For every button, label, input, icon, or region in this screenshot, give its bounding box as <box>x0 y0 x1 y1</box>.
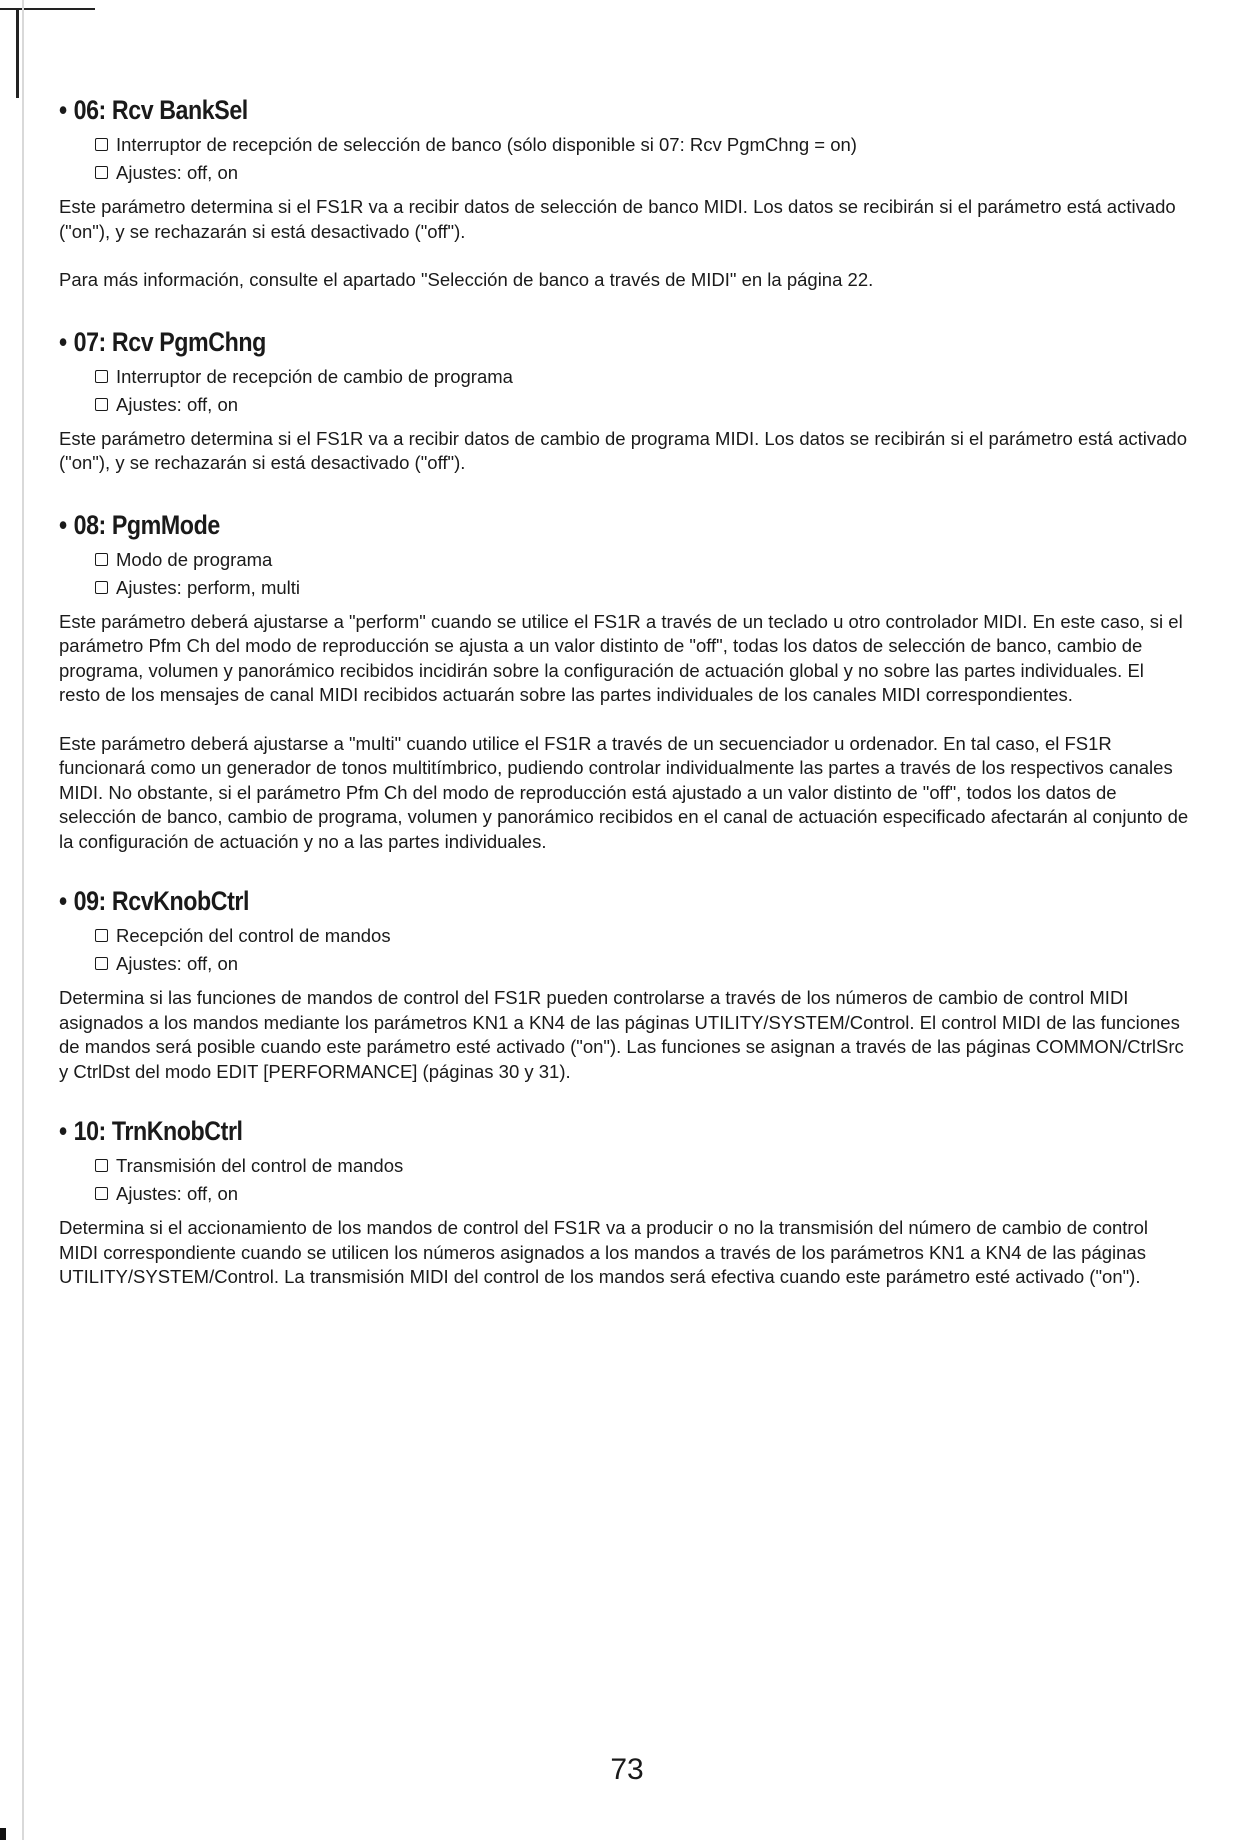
section-06-rcv-banksel <box>59 93 1189 293</box>
paragraph: Determina si las funciones de mandos de control del FS1R pueden controlarse a través de los números de cambio de control MIDI asignados a los mandos mediante los parámetros KN1 a KN4 de las páginas UTILITY/SYSTEM/Control. El control MIDI de las funciones de mandos será posible cuando este parámetro esté activado ("on"). Las funciones se asignan a través de las páginas COMMON/CtrlSrc y CtrlDst del modo EDIT [PERFORMANCE] (páginas 30 y 31). <box>59 987 1184 1082</box>
checkbox-icon <box>95 1187 108 1200</box>
checkbox-item <box>95 363 1189 391</box>
heading-text: 10: TrnKnobCtrl <box>73 1116 243 1146</box>
checkbox-item <box>95 159 1189 187</box>
paragraph: Para más información, consulte el apartado "Selección de banco a través de MIDI" en la página 22. <box>59 269 874 290</box>
item-text: Ajustes: off, on <box>116 393 239 415</box>
section-08-pgmmode <box>59 508 1189 855</box>
item-text: Ajustes: perform, multi <box>116 576 301 598</box>
checkbox-icon <box>95 1159 108 1172</box>
paragraph: Este parámetro deberá ajustarse a "multi" cuando utilice el FS1R a través de un secuenciador u ordenador. En tal caso, el FS1R funcionará como un generador de tonos multitímbrico, pudiendo controlar individualmente las partes a través de los respectivos canales MIDI. No obstante, si el parámetro Pfm Ch del modo de reproducción está ajustado a un valor distinto de "off", todos los datos de selección de banco, cambio de programa, volumen y panorámico recibidos en el canal de actuación especificado afectarán al conjunto de la configuración de actuación y no a las partes individuales. <box>59 732 1189 852</box>
item-text: Ajustes: off, on <box>116 1183 239 1204</box>
section-heading <box>59 884 1031 918</box>
item-text: Ajustes: off, on <box>116 162 239 183</box>
section-07-rcv-pgmchng <box>59 325 1189 476</box>
checkbox-icon <box>95 581 108 594</box>
heading-text: 06: Rcv BankSel <box>73 95 248 125</box>
item-text: Interruptor de recepción de selección de banco (sólo disponible si 07: Rcv PgmChng = on) <box>116 134 857 155</box>
checkbox-item <box>95 574 1189 602</box>
checkbox-item <box>95 1152 1189 1180</box>
page-number-text: 73 <box>610 1753 644 1786</box>
binding-edge <box>22 0 24 1840</box>
paragraph: Este parámetro deberá ajustarse a "perform" cuando se utilice el FS1R a través de un teclado u otro controlador MIDI. En este caso, si el parámetro Pfm Ch del modo de reproducción se ajusta a un valor distinto de "off", todas los datos de selección de banco, cambio de programa, volumen y panorámico recibidos incidirán sobre la configuración de actuación global y no sobre las partes individuales. El resto de los mensajes de canal MIDI recibidos actuarán sobre las partes individuales de los canales MIDI correspondientes. <box>59 610 1183 705</box>
item-text: Recepción del control de mandos <box>116 925 391 946</box>
checkbox-icon <box>95 370 108 383</box>
item-text: Ajustes: off, on <box>116 953 239 974</box>
crop-mark <box>16 8 19 98</box>
section-09-rcvknobctrl <box>59 884 1189 1084</box>
item-text: Modo de programa <box>116 548 273 570</box>
checkbox-item <box>95 1180 1189 1208</box>
section-heading <box>59 1114 1031 1148</box>
page-content <box>59 93 1189 1290</box>
item-text: Interruptor de recepción de cambio de programa <box>116 365 513 387</box>
page-number <box>0 1752 1254 1788</box>
bullet-icon: • <box>59 95 67 125</box>
checkbox-item <box>95 950 1189 978</box>
checkbox-item <box>95 391 1189 419</box>
checkbox-icon <box>95 166 108 179</box>
checkbox-item <box>95 546 1189 574</box>
checkbox-icon <box>95 398 108 411</box>
checkbox-icon <box>95 929 108 942</box>
bullet-icon: • <box>59 326 67 357</box>
heading-text: 08: PgmMode <box>73 509 220 540</box>
section-heading <box>59 325 1031 359</box>
paragraph: Determina si el accionamiento de los mandos de control del FS1R va a producir o no la transmisión del número de cambio de control MIDI correspondiente cuando se utilicen los números asignados a los mandos a través de los parámetros KN1 a KN4 de las páginas UTILITY/SYSTEM/Control. La transmisión MIDI del control de los mandos será efectiva cuando este parámetro esté activado ("on"). <box>59 1217 1148 1287</box>
bullet-icon: • <box>59 886 67 916</box>
section-heading <box>59 93 1031 127</box>
checkbox-item <box>95 131 1189 159</box>
heading-text: 09: RcvKnobCtrl <box>73 886 250 916</box>
bullet-icon: • <box>59 1116 67 1146</box>
paragraph: Este parámetro determina si el FS1R va a recibir datos de cambio de programa MIDI. Los datos se recibirán si el parámetro está activado ("on"), y se rechazarán si está desactivado ("off"). <box>59 427 1187 473</box>
section-heading <box>59 508 1031 542</box>
checkbox-item <box>95 922 1189 950</box>
crop-mark <box>0 1828 6 1840</box>
item-text: Transmisión del control de mandos <box>116 1155 404 1176</box>
bullet-icon: • <box>59 509 67 540</box>
checkbox-icon <box>95 138 108 151</box>
checkbox-icon <box>95 553 108 566</box>
heading-text: 07: Rcv PgmChng <box>73 326 266 357</box>
section-10-trnknobctrl <box>59 1114 1189 1290</box>
crop-mark <box>0 8 95 10</box>
paragraph: Este parámetro determina si el FS1R va a recibir datos de selección de banco MIDI. Los datos se recibirán si el parámetro está activado ("on"), y se rechazarán si está desactivado ("off"). <box>59 196 1176 242</box>
checkbox-icon <box>95 957 108 970</box>
